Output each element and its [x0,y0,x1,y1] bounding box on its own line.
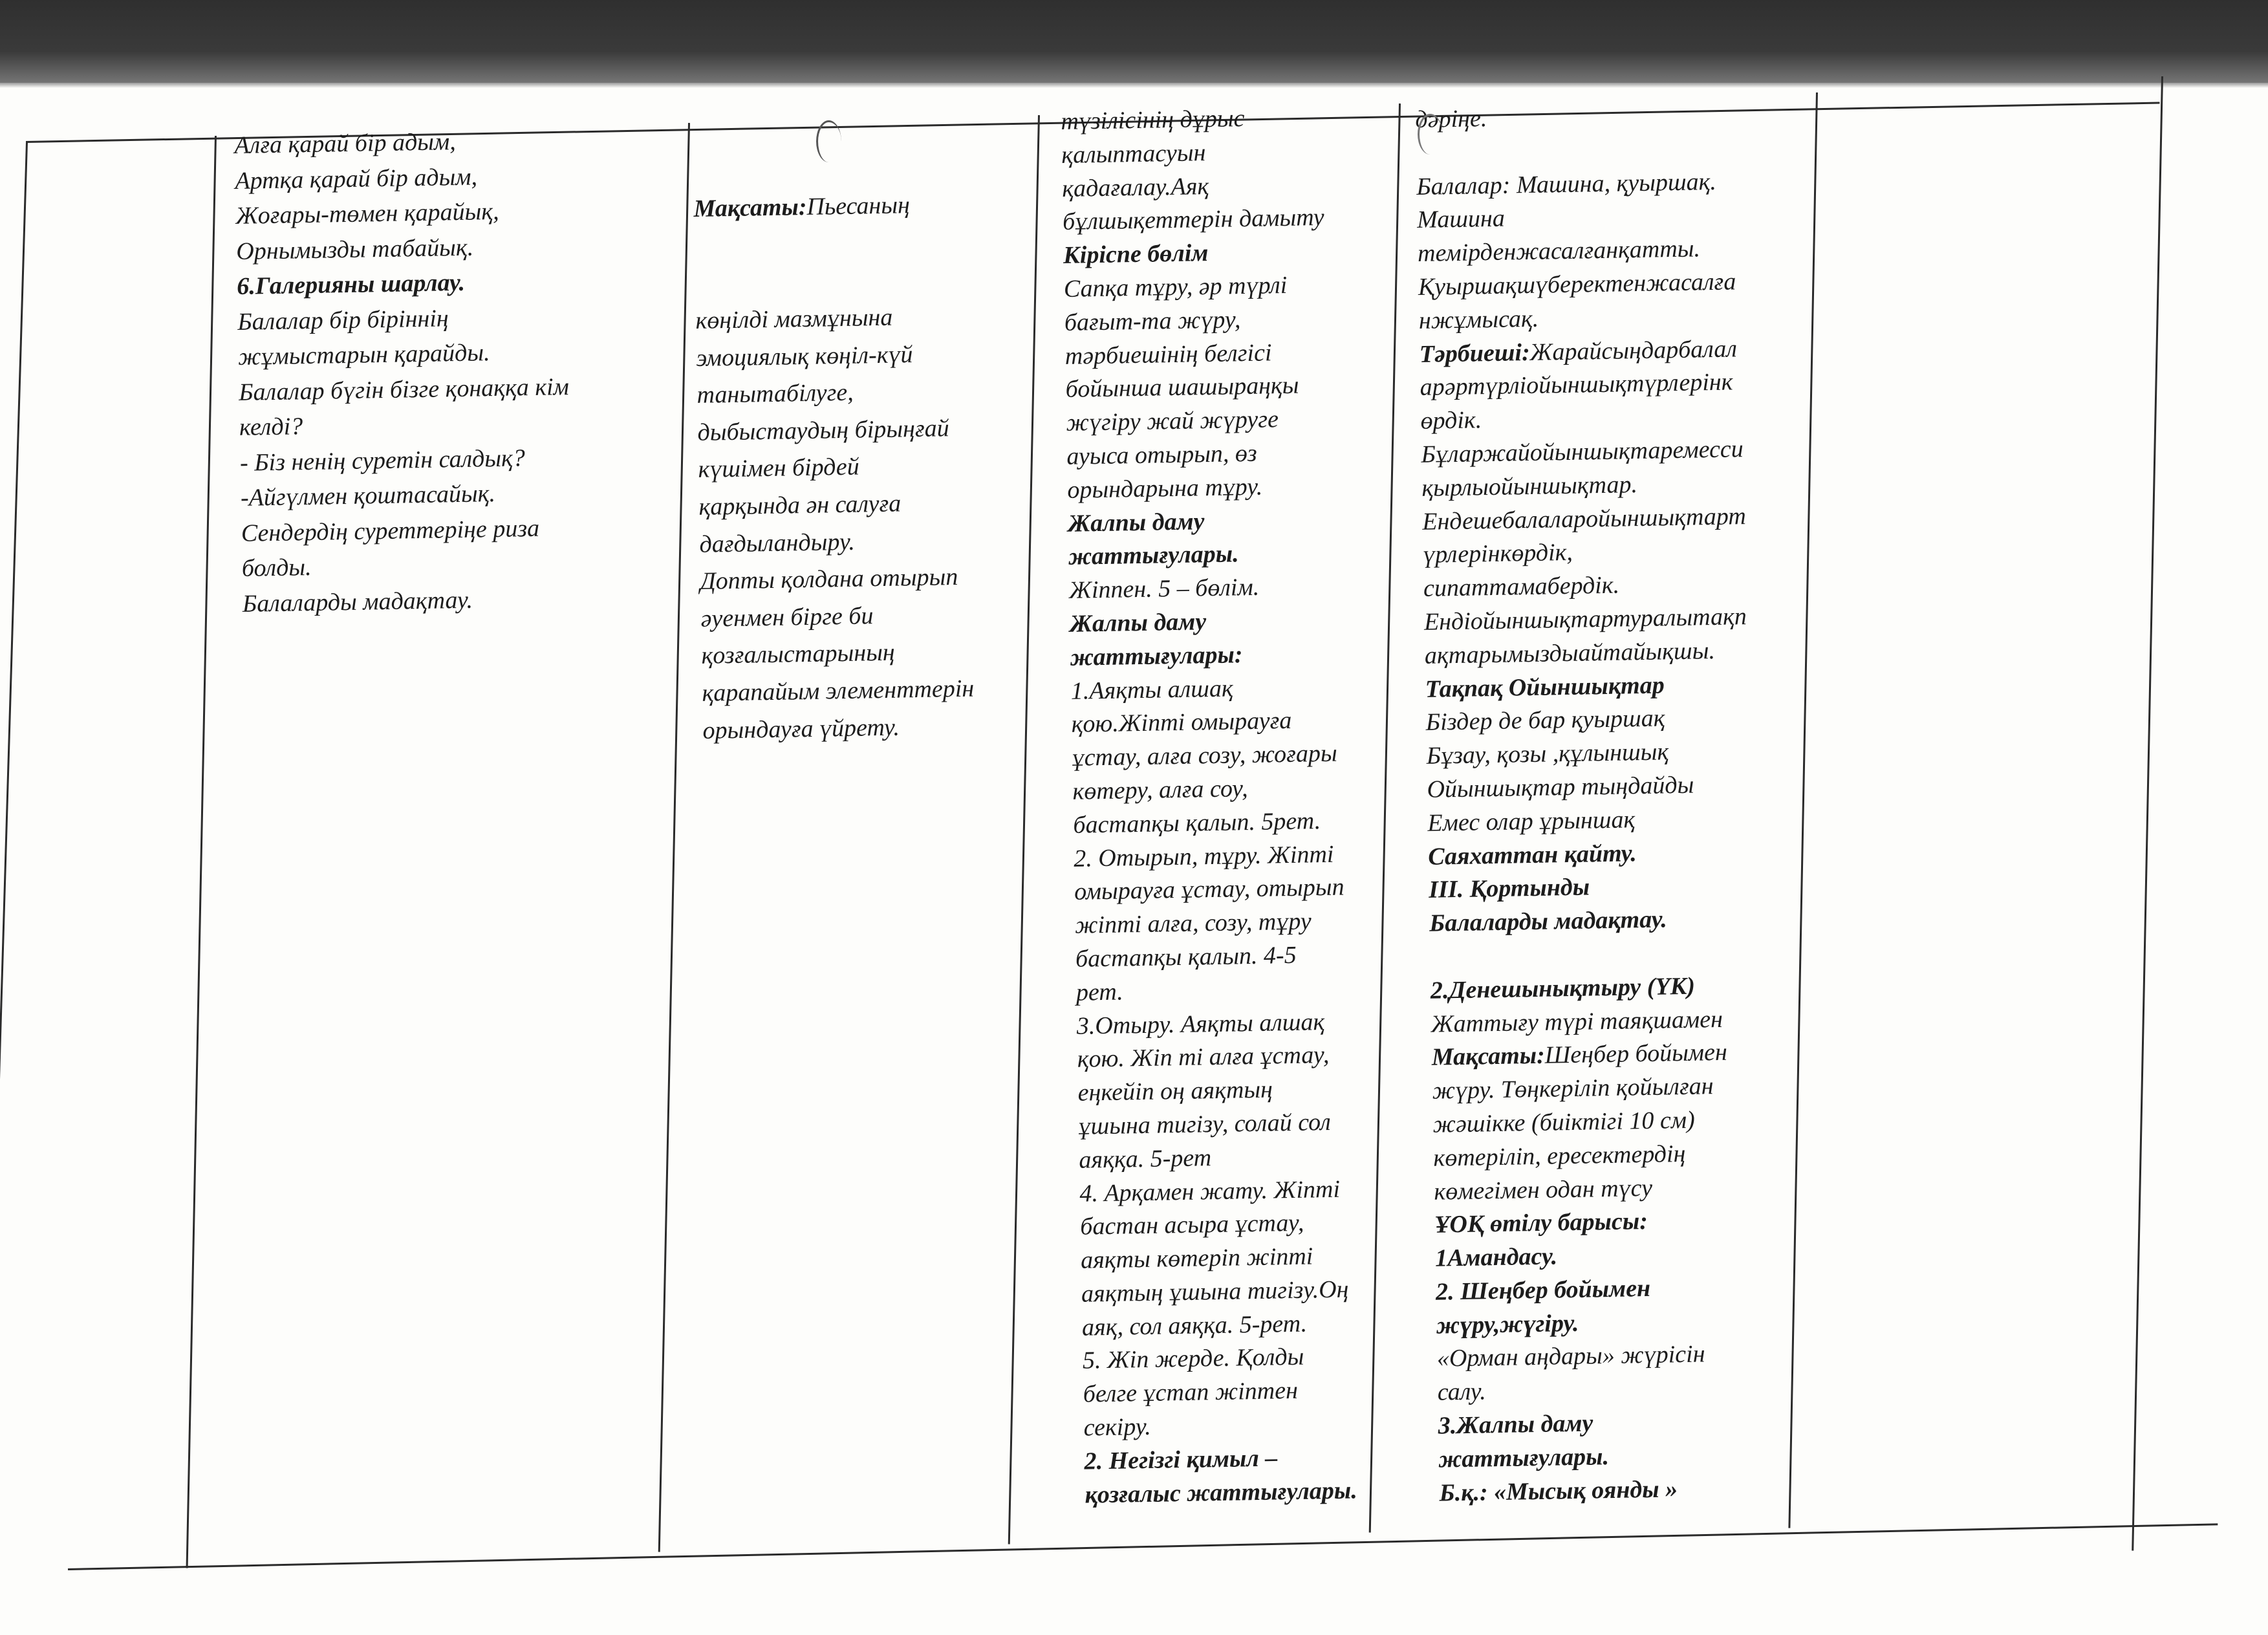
table-border-left [0,142,28,1571]
text-line: Балалар бүгін бізге қонаққа кім [238,373,570,406]
text-line: көтеріліп, ересектердің [1433,1140,1686,1172]
text-line: болды. [241,554,312,582]
column-divider-2 [658,123,690,1552]
scan-shadow-fade [0,83,2268,88]
text-line: жүгіру жай жүруге [1066,406,1279,437]
text-line: ауыса отырып, өз [1066,439,1258,470]
text-line: арәртүрліойыншықтүрлерінк [1420,368,1733,402]
text-line: 2. Отырып, тұру. Жіпті [1073,840,1334,872]
text-line: қалыптасуын [1061,138,1206,169]
text-line: Жіппен. 5 – бөлім. [1068,573,1260,605]
text-line: дағдыландыру. [699,528,856,558]
line-text: Шеңбер бойымен [1544,1039,1728,1070]
text-line: дыбыстаудың бірыңғай [697,414,950,446]
text-line: Емес олар ұрыншақ [1427,805,1636,837]
text-line: бастапқы қалып. 4-5 [1075,941,1297,973]
text-line: қадағалау.Аяқ [1061,172,1209,202]
text-line: Тақпақ Ойыншықтар [1425,671,1665,703]
table-border-right [2132,76,2163,1551]
text-line: Орнымызды табайық. [235,233,474,265]
scan-smudge-2 [1418,114,1443,155]
text-line: ұстау, алға созу, жоғары [1072,739,1337,772]
text-line: темірденжасалғанқатты. [1417,235,1701,268]
scan-top-shadow [0,0,2268,85]
text-line: Машина [1416,204,1506,234]
col3-goal-rest: Пьесаның [806,191,911,221]
text-line: «Орман аңдары» жүрісін [1436,1340,1705,1373]
text-line: Қуыршақшүберектенжасалға [1418,268,1736,301]
text-line: Балаларды мадақтау. [1429,905,1667,937]
text-line: жүру. Төңкеріліп қойылған [1432,1072,1714,1105]
text-line: аяқ, сол аяққа. 5-рет. [1081,1310,1308,1341]
text-line: қарапайым элементтерін [702,675,975,707]
text-line: Допты қолдана отырып [700,563,958,596]
text-line: эмоциялық көңіл-күй [696,340,913,372]
text-line: орындауға үйрету. [702,713,900,744]
text-line: қозғалыстарының [701,638,896,670]
text-line: Алға қарай бір адым, [234,128,457,159]
text-line: ақтарымыздыайтайықшы. [1424,636,1716,669]
text-line: 1Амандасу. [1434,1242,1558,1272]
col3-body [695,297,1052,750]
text-line: ҰОҚ өтілу барысы: [1434,1207,1648,1239]
text-line: дәріңе. [1415,105,1487,133]
text-line: аяқтың ұшына тигізу.Оң [1081,1275,1349,1308]
column-5-text [1415,96,1853,1510]
text-line: танытабілуге, [697,378,854,409]
text-line: көмегімен одан түсу [1433,1174,1653,1206]
column-3-text [692,111,1053,787]
text-line: Жалпы даму [1067,507,1205,537]
text-line: 2.Денешынықтыру (ҮК) [1430,972,1696,1004]
text-line: түзілісінің дұрыс [1061,105,1245,135]
text-line: бастан асыра ұстау, [1079,1209,1304,1241]
text-line: секіру. [1083,1413,1152,1442]
text-line: өрдік. [1420,406,1482,435]
text-line: еңкейіп оң аяқтың [1077,1076,1273,1107]
text-line: жіпті алға, созу, тұру [1074,907,1312,939]
text-line: Бұзау, қозы ,құлыншық [1426,738,1669,770]
text-line: - Біз ненің суретін салдық? [239,444,526,477]
text-line: ІІІ. Қортынды [1428,873,1590,904]
text-line: Сендердің суреттеріңе риза [241,514,540,547]
text-line: Жалпы даму [1069,608,1207,638]
text-line: салу. [1437,1378,1487,1406]
column-divider-1 [186,136,217,1568]
text-line: көтеру, алға соу, [1072,775,1248,805]
text-line: күшімен бірдей [698,453,860,484]
text-line: Ендешебалаларойыншықтарт [1421,502,1747,536]
text-line: жұмыстарын қарайды. [237,339,490,371]
text-line: орындарына тұру. [1067,473,1263,504]
text-line: сипаттамабердік. [1423,571,1620,603]
text-line: көңілді мазмұнына [695,303,893,334]
line-label: Мақсаты: [1431,1042,1546,1072]
text-line: Ойыншықтар тыңдайды [1427,771,1694,803]
text-line: бойынша шашыраңқы [1065,372,1299,404]
text-line: ұшына тигізу, солай сол [1078,1108,1332,1140]
text-line: жүру,жүгіру. [1436,1309,1579,1339]
text-line: Б.қ.: «Мысық оянды » [1439,1475,1678,1507]
column-4-text [1061,99,1447,1512]
text-line: Бұларжайойыншықтаремесси [1421,435,1744,468]
text-line: нжұмысақ. [1418,305,1539,334]
text-line: Жаттығу түрі таяқшамен [1431,1005,1723,1038]
text-line: 4. Арқамен жату. Жіпті [1079,1175,1341,1207]
text-line: 1.Аяқты алшақ [1070,675,1233,705]
text-line: бағыт-та жүру, [1064,305,1241,336]
text-line: Ендіойыншықтартуралытақп [1423,603,1747,636]
text-line: Балаларды мадақтау. [242,586,473,618]
text-line: 3.Отыру. Аяқты алшақ [1076,1008,1325,1040]
text-line: қозғалыс жаттығулары. [1085,1476,1358,1509]
text-line: бастапқы қалып. 5рет. [1073,807,1321,839]
text-line: жаттығулары. [1068,540,1239,571]
text-line: жаттығулары: [1070,640,1243,671]
column-2-text [234,121,663,622]
text-line: белге ұстап жіптен [1083,1377,1299,1408]
text-line: Саяхаттан қайту. [1427,839,1637,871]
text-line: 5. Жіп жерде. Қолды [1082,1343,1304,1375]
text-line: аяқты көтеріп жіпті [1080,1242,1313,1274]
text-line: 6.Галерияны шарлау. [236,268,466,300]
text-line: қою.Жіпті омырауға [1071,707,1292,739]
table-bottom-border [68,1523,2218,1570]
text-line: 2. Негізгі қимыл – [1084,1444,1278,1475]
text-line: Артқа қарай бір адым, [235,162,478,195]
col3-goal-label: Мақсаты: [693,193,807,223]
text-line: аяққа. 5-рет [1079,1143,1212,1174]
text-line: -Айгүлмен қоштасайық. [240,480,496,512]
text-line: омырауға ұстау, отырып [1074,873,1345,906]
text-line: әуенмен бірге би [700,601,874,633]
text-line: жаттығулары. [1438,1442,1610,1473]
text-line: қарқында ән салуға [698,490,902,521]
text-line: рет. [1075,978,1124,1006]
line-label: Тәрбиеші: [1419,338,1531,368]
text-line: жәшікке (биіктігі 10 см) [1432,1106,1696,1138]
line-text: Жарайсыңдарбалал [1529,334,1738,366]
text-line: Кіріспе бөлім [1063,239,1209,270]
text-line: үрлерінкөрдік, [1422,539,1573,569]
text-line: Балалар: Машина, қуыршақ. [1416,168,1717,200]
text-line: Балалар бір біріннің [237,304,449,336]
text-line: 2. Шеңбер бойымен [1435,1274,1651,1306]
text-line: 3.Жалпы даму [1438,1409,1593,1440]
text-line: тәрбиешінің белгісі [1064,338,1272,370]
text-line: Сапқа тұру, әр түрлі [1063,271,1288,303]
text-line: Біздер де бар қуыршақ [1425,704,1665,737]
text-line: қою. Жіп ті алға ұстау, [1077,1041,1330,1074]
col3-goal-line [693,185,1043,228]
text-line: келді? [239,413,303,441]
scan-smudge-1 [816,120,841,162]
text-line: Жоғары-төмен қарайық, [235,197,499,230]
text-line: қырлыойыншықтар. [1421,470,1638,502]
text-line: бұлшықеттерін дамыту [1062,204,1324,236]
